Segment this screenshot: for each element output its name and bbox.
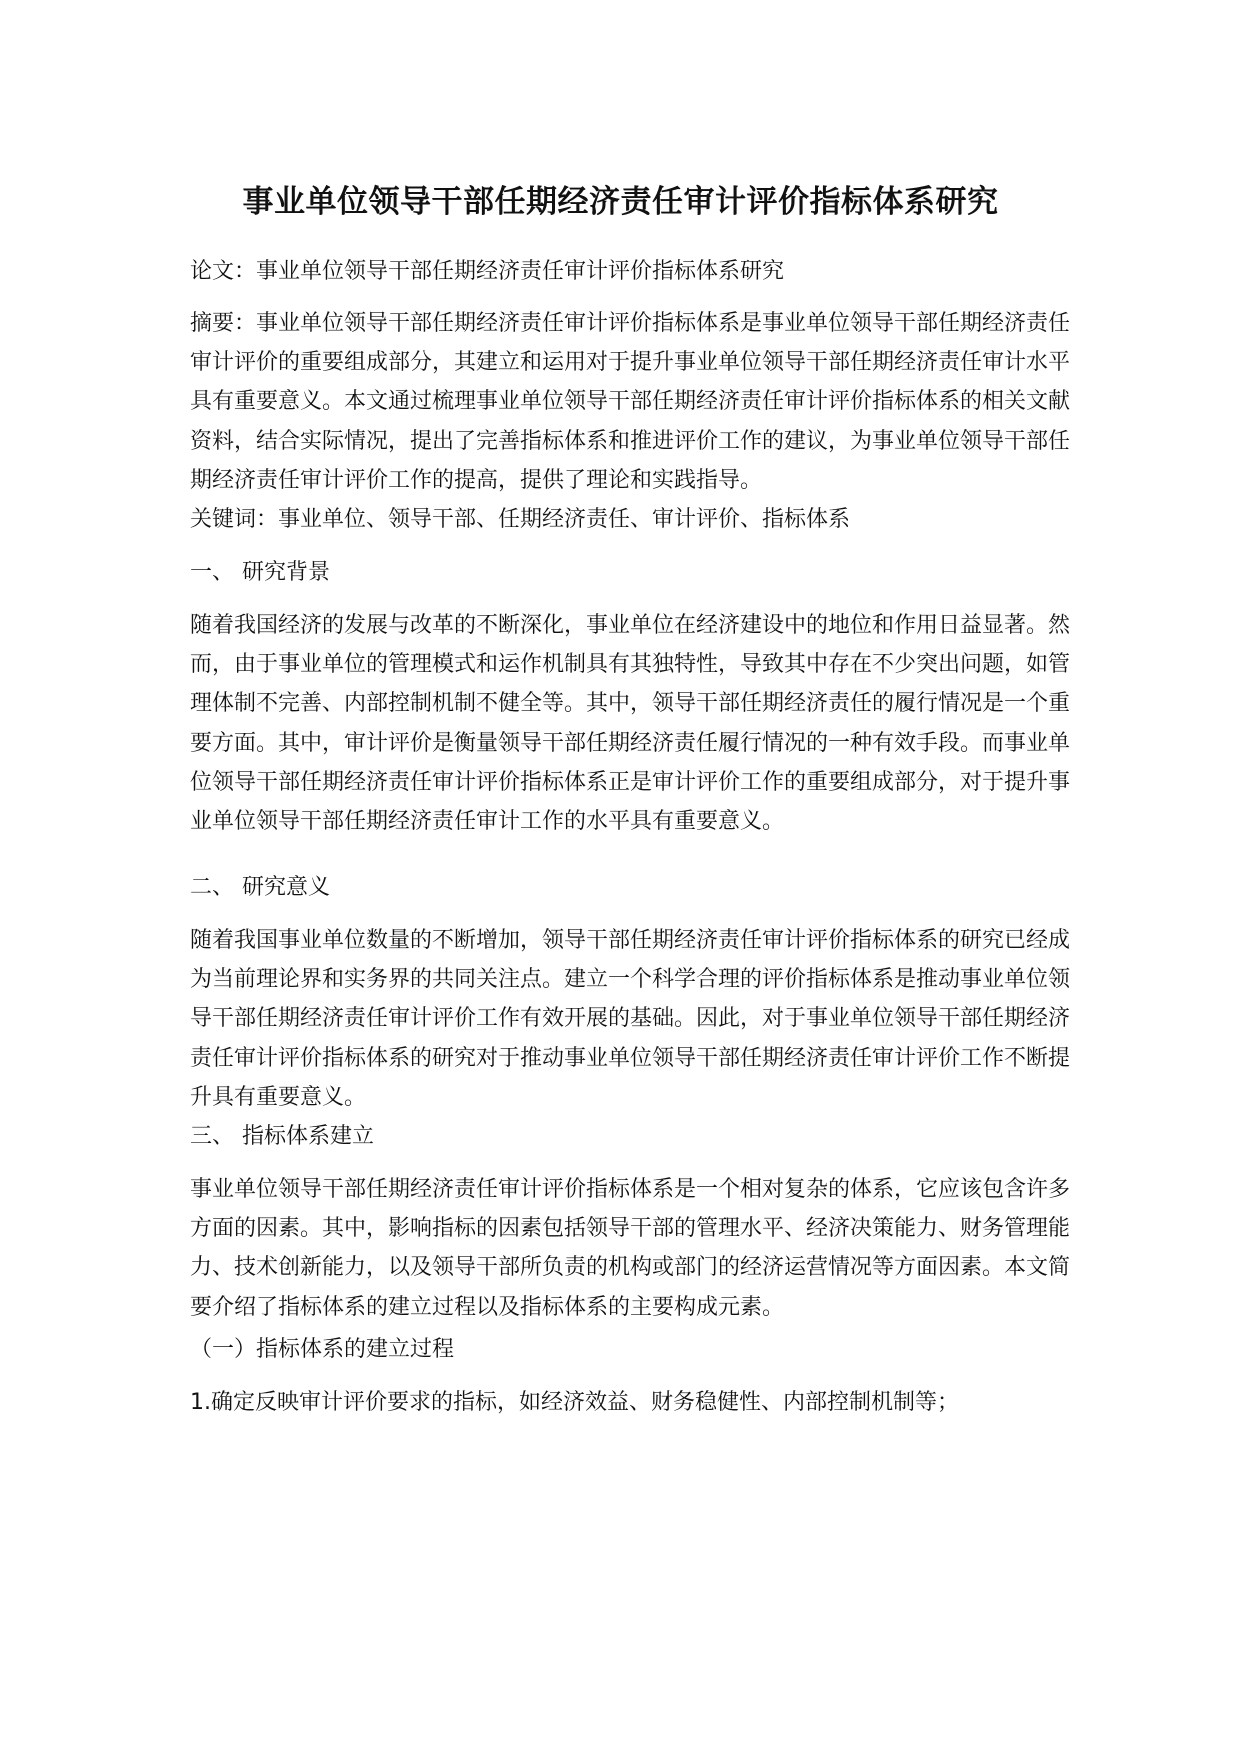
section-3-paragraph: 事业单位领导干部任期经济责任审计评价指标体系是一个相对复杂的体系，它应该包含许多方面的因素。其中，影响指标的因素包括领导干部的管理水平、经济决策能力、财务管理能力、技术创新能力，以及领导干部所负责的机构或部门的经济运营情况等方面因素。本文简要介绍了指标体系的建立过程以及指标体系的主要构成元素。 xyxy=(190,1177,1071,1320)
subsection-1-heading: （一）指标体系的建立过程 xyxy=(190,1337,455,1362)
section-3-heading xyxy=(190,1117,374,1156)
document-title: 事业单位领导干部任期经济责任审计评价指标体系研究 xyxy=(242,184,999,220)
section-2-paragraph: 随着我国事业单位数量的不断增加，领导干部任期经济责任审计评价指标体系的研究已经成为当前理论界和实务界的共同关注点。建立一个科学合理的评价指标体系是推动事业单位领导干部任期经济责任审计评价工作有效开展的基础。因此，对于事业单位领导干部任期经济责任审计评价指标体系的研究对于推动事业单位领导干部任期经济责任审计评价工作不断提升具有重要意义。 xyxy=(190,928,1071,1110)
abstract-paragraph: 摘要：事业单位领导干部任期经济责任审计评价指标体系是事业单位领导干部任期经济责任审计评价的重要组成部分，其建立和运用对于提升事业单位领导干部任期经济责任审计水平具有重要意义。本文通过梳理事业单位领导干部任期经济责任审计评价指标体系的相关文献资料，结合实际情况，提出了完善指标体系和推进评价工作的建议，为事业单位领导干部任期经济责任审计评价工作的提高，提供了理论和实践指导。 xyxy=(190,311,1071,493)
section-1-paragraph: 随着我国经济的发展与改革的不断深化，事业单位在经济建设中的地位和作用日益显著。然而，由于事业单位的管理模式和运作机制具有其独特性，导致其中存在不少突出问题，如管理体制不完善、内部控制机制不健全等。其中，领导干部任期经济责任的履行情况是一个重要方面。其中，审计评价是衡量领导干部任期经济责任履行情况的一种有效手段。而事业单位领导干部任期经济责任审计评价指标体系正是审计评价工作的重要组成部分，对于提升事业单位领导干部任期经济责任审计工作的水平具有重要意义。 xyxy=(190,613,1071,835)
section-2-heading xyxy=(190,868,330,907)
section-1-title: 研究背景 xyxy=(242,560,331,585)
section-1-number: 一、 xyxy=(190,560,235,585)
list-item-1: 1.确定反映审计评价要求的指标，如经济效益、财务稳健性、内部控制机制等； xyxy=(190,1390,959,1415)
section-2-title: 研究意义 xyxy=(242,875,331,900)
keywords-line: 关键词：事业单位、领导干部、任期经济责任、审计评价、指标体系 xyxy=(190,507,851,532)
paper-line: 论文：事业单位领导干部任期经济责任审计评价指标体系研究 xyxy=(190,259,785,284)
section-2-number: 二、 xyxy=(190,875,235,900)
section-3-number: 三、 xyxy=(190,1124,235,1149)
section-3-title: 指标体系建立 xyxy=(242,1124,375,1149)
section-1-heading xyxy=(190,553,330,592)
